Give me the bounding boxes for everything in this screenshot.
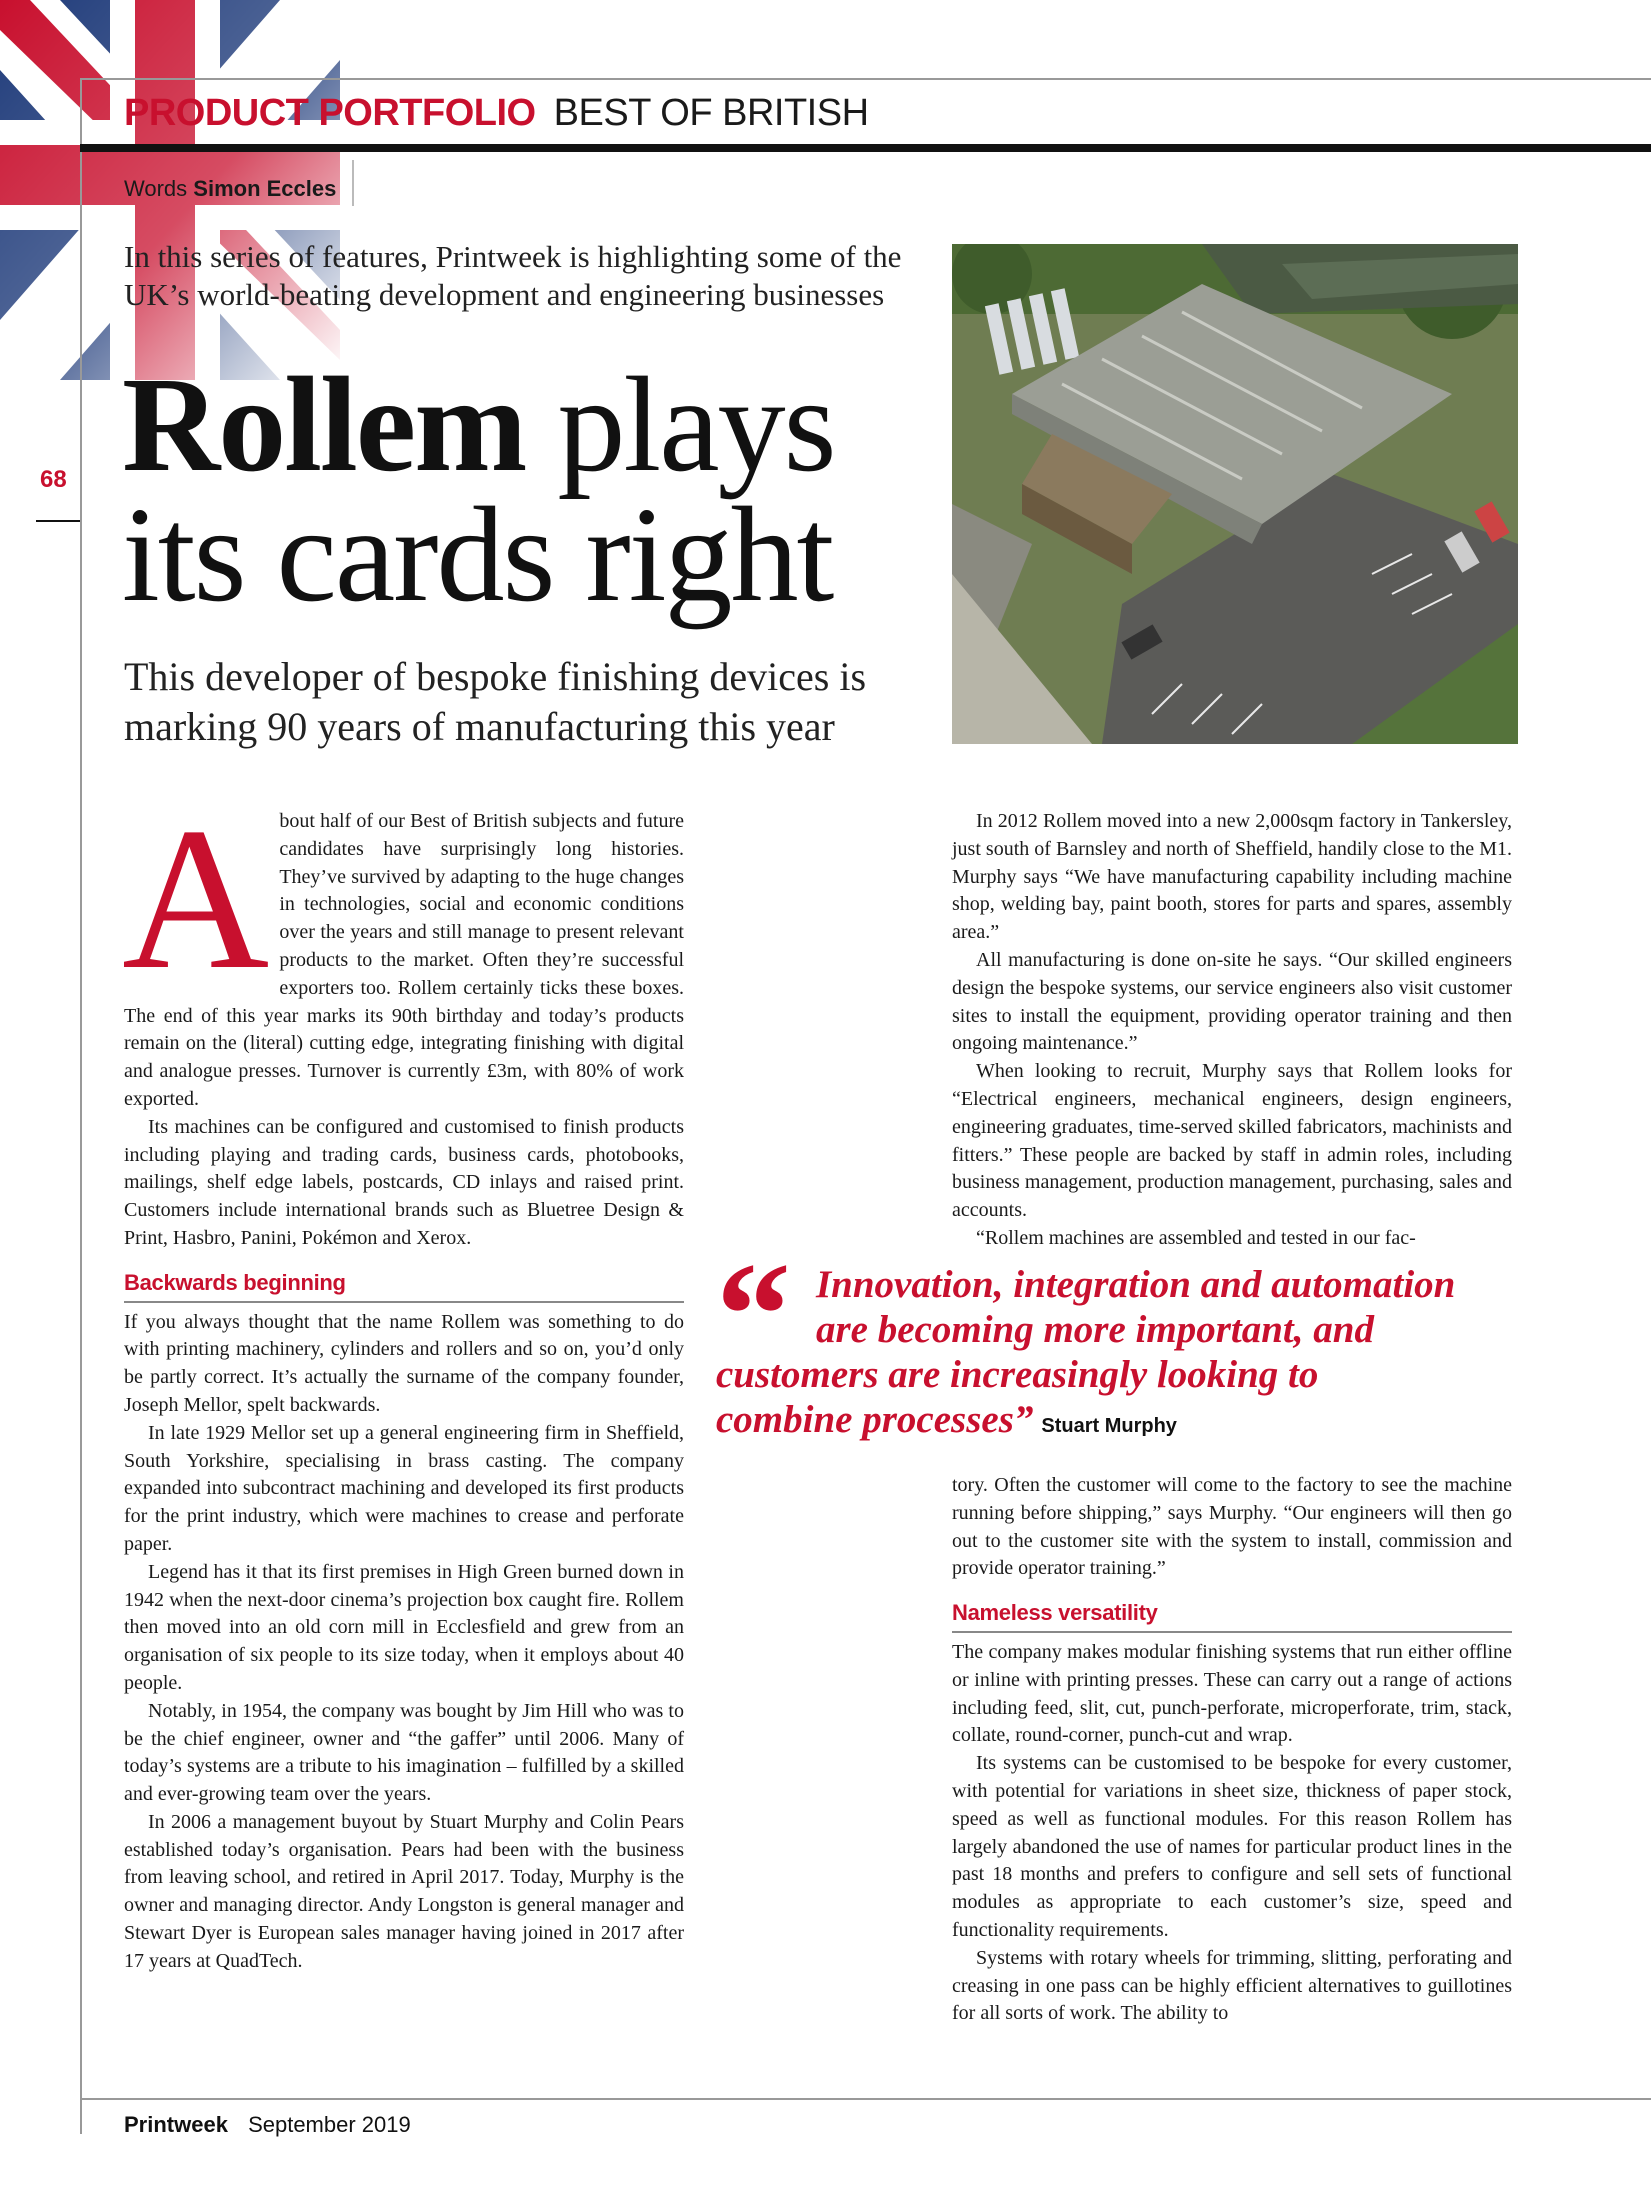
- paragraph: When looking to recruit, Murphy says that Rollem looks for “Electrical engineers, mechanical engineers, design engineers, engineering graduates, time-served skilled fabricators, machinists and fitters.” These people are backed by staff in admin roles, including business management, production management, purchasing, sales and accounts.: [952, 1060, 1512, 1222]
- footer-date: September 2019: [248, 2112, 411, 2137]
- headline-line2: its cards right: [122, 480, 833, 630]
- byline-author: Simon Eccles: [193, 176, 337, 201]
- section-title: BEST OF BRITISH: [553, 92, 869, 134]
- byline-divider: [352, 160, 354, 206]
- footer-publication: Printweek: [124, 2112, 228, 2137]
- paragraph: In 2006 a management buyout by Stuart Murphy and Colin Pears established today’s organisation. Pears had been with the business from leaving school, and retired in April 2017. Today, Murphy is the owner and managing director. Andy Longston is general manager and Stewart Dyer is European sales manager having joined in 2017 after 17 years at QuadTech.: [124, 1810, 684, 1972]
- paragraph: Notably, in 1954, the company was bought by Jim Hill who was to be the chief engineer, owner and “the gaffer” until 2006. Many of today’s systems are a tribute to his imagination – fulfilled by a skilled and ever-growing team over the years.: [124, 1699, 684, 1806]
- footer: [124, 2112, 411, 2138]
- paragraph: tory. Often the customer will come to the factory to see the machine running before shipping,” says Murphy. “Our engineers will then go out to the customer site with the system to install, commission and provide operator training.”: [952, 1474, 1512, 1580]
- pull-quote-line: customers are increasingly looking to: [716, 1353, 1319, 1396]
- section-header: [124, 90, 869, 136]
- paragraph: The company makes modular finishing systems that run either offline or inline with printing presses. These can carry out a range of actions including feed, slit, cut, punch-perforate, microperforate, trim, stack, collate, round-corner, punch-cut and wrap.: [952, 1640, 1512, 1747]
- headline-bold: Rollem: [122, 350, 526, 500]
- page-number: 68: [40, 466, 67, 493]
- pull-quote-line: Innovation, integration and automation: [816, 1263, 1456, 1306]
- article-column-right-top: [952, 808, 1512, 1253]
- deck: This developer of bespoke finishing devices is marking 90 years of manufacturing this year: [124, 654, 867, 749]
- subhead-backwards-beginning: Backwards beginning: [124, 1269, 684, 1303]
- top-rule: [80, 78, 1651, 80]
- quote-mark: “: [716, 1232, 791, 1398]
- header-rule: [80, 144, 1651, 152]
- paragraph: If you always thought that the name Rollem was something to do with printing machinery, cylinders and rollers and so on, you’d only be partly correct. It’s actually the surname of the company founder, Joseph Mellor, spelt backwards.: [124, 1310, 684, 1416]
- byline-label: Words: [124, 176, 188, 201]
- article-column-left: [122, 786, 684, 1976]
- article-column-right-bottom: [952, 1472, 1512, 2028]
- headline: [122, 350, 952, 630]
- paragraph: “Rollem machines are assembled and tested in our fac-: [976, 1226, 1416, 1249]
- headline-rest: plays: [557, 350, 835, 500]
- margin-rule: [80, 78, 82, 2134]
- page-number-rule: [36, 520, 80, 522]
- drop-cap: A: [122, 786, 270, 1012]
- paragraph: Its systems can be customised to be bespoke for every customer, with potential for variations in sheet size, thickness of paper stock, speed as well as functional modules. For this reason Rollem has largely abandoned the use of names for particular product lines in the past 18 months and prefers to configure and sell sets of functional modules as appropriate to each customer’s size, speed and functionality requirements.: [952, 1752, 1512, 1941]
- paragraph: Its machines can be configured and customised to finish products including playing and trading cards, business cards, photobooks, mailings, shelf edge labels, postcards, CD inlays and raised print. Customers include international brands such as Bluetree Design & Print, Hasbro, Panini, Pokémon and Xerox.: [124, 1115, 684, 1249]
- paragraph: All manufacturing is done on-site he says. “Our skilled engineers design the bespoke systems, our service engineers also visit customer sites to install the equipment, providing operator training and then ongoing maintenance.”: [952, 948, 1512, 1055]
- footer-rule: [80, 2098, 1651, 2100]
- pull-quote-line-last: [716, 1397, 1536, 1449]
- section-kicker: PRODUCT PORTFOLIO: [124, 92, 536, 134]
- pull-quote-line: combine processes”: [716, 1398, 1034, 1441]
- byline: [124, 176, 336, 202]
- paragraph: In late 1929 Mellor set up a general engineering firm in Sheffield, South Yorkshire, specialising in brass casting. The company expanded into subcontract machining and developed its first products for the print industry, which were machines to crease and perforate paper.: [124, 1421, 684, 1555]
- paragraph: bout half of our Best of British subjects and future candidates have surprisingly long histories. They’ve survived by adapting to the huge changes in technologies, social and economic conditions over the years and still manage to present relevant products to the market. Often they’re successful exporters too. Rollem certainly ticks these boxes. The end of this year marks its 90th birthday and today’s products remain on the (literal) cutting edge, integrating finishing with digital and analogue presses. Turnover is currently £3m, with 80% of work exported.: [124, 810, 684, 1110]
- standfirst: In this series of features, Printweek is highlighting some of the UK’s world-beating development and engineering businesses: [124, 239, 902, 312]
- pull-quote-attribution: Stuart Murphy: [1041, 1415, 1177, 1437]
- paragraph: Systems with rotary wheels for trimming, slitting, perforating and creasing in one pass can be highly efficient alternatives to guillotines for all sorts of work. The ability to: [952, 1946, 1512, 2025]
- paragraph: Legend has it that its first premises in High Green burned down in 1942 when the next-door cinema’s projection box caught fire. Rollem then moved into an old corn mill in Ecclesfield and grew from an organisation of six people to its size today, when it employs about 40 people.: [124, 1560, 684, 1694]
- subhead-nameless-versatility: Nameless versatility: [952, 1599, 1512, 1633]
- factory-aerial-photo: [952, 244, 1518, 744]
- paragraph: In 2012 Rollem moved into a new 2,000sqm factory in Tankersley, just south of Barnsley and north of Sheffield, handily close to the M1. Murphy says “We have manufacturing capability including machine shop, welding bay, paint booth, stores for parts and spares, assembly area.”: [952, 810, 1512, 944]
- pull-quote-line: are becoming more important, and: [816, 1308, 1374, 1351]
